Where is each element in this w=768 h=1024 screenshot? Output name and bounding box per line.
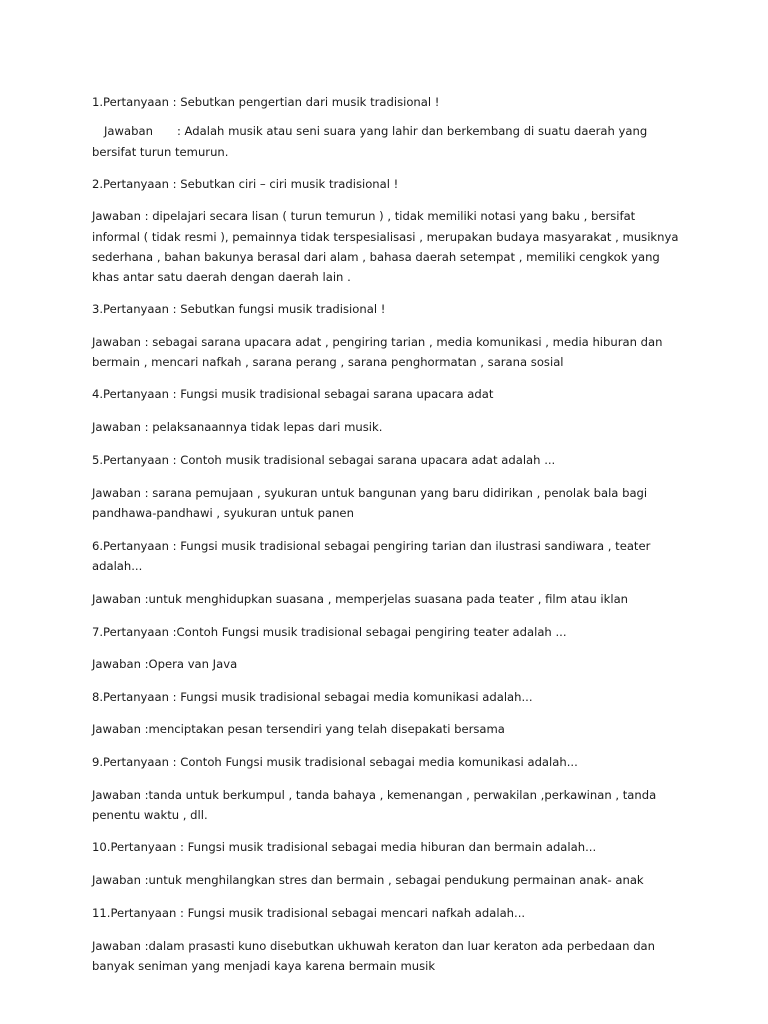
answer-6-line-1: Jawaban :untuk menghidupkan suasana , memperjelas suasana pada teater , film atau iklan xyxy=(92,592,629,606)
question-1: 1.Pertanyaan : Sebutkan pengertian dari musik tradisional ! xyxy=(92,95,440,109)
answer-1-label: Jawaban xyxy=(104,124,153,138)
answer-5-line-2: pandhawa-pandhawi , syukuran untuk panen xyxy=(92,506,354,520)
answer-2-line-2: informal ( tidak resmi ), pemainnya tidak terspesialisasi , merupakan budaya masyarakat , musiknya xyxy=(92,230,679,244)
answer-11-line-2: banyak seniman yang menjadi kaya karena bermain musik xyxy=(92,959,436,973)
answer-3-line-2: bermain , mencari nafkah , sarana perang , sarana penghormatan , sarana sosial xyxy=(92,355,564,369)
answer-1-line-2: bersifat turun temurun. xyxy=(92,145,229,159)
answer-8-line-1: Jawaban :menciptakan pesan tersendiri yang telah disepakati bersama xyxy=(92,722,505,736)
answer-4-line-1: Jawaban : pelaksanaannya tidak lepas dari musik. xyxy=(92,420,383,434)
answer-3-line-1: Jawaban : sebagai sarana upacara adat , pengiring tarian , media komunikasi , media hiburan dan xyxy=(92,335,663,349)
question-4: 4.Pertanyaan : Fungsi musik tradisional sebagai sarana upacara adat xyxy=(92,387,494,401)
answer-5-line-1: Jawaban : sarana pemujaan , syukuran untuk bangunan yang baru didirikan , penolak bala bagi xyxy=(92,486,648,500)
question-2: 2.Pertanyaan : Sebutkan ciri – ciri musik tradisional ! xyxy=(92,177,399,191)
question-6-line-1: 6.Pertanyaan : Fungsi musik tradisional sebagai pengiring tarian dan ilustrasi sandiwara , teater xyxy=(92,539,651,553)
question-3: 3.Pertanyaan : Sebutkan fungsi musik tradisional ! xyxy=(92,302,386,316)
answer-11-line-1: Jawaban :dalam prasasti kuno disebutkan ukhuwah keraton dan luar keraton ada perbedaan dan xyxy=(92,939,656,953)
answer-10-line-1: Jawaban :untuk menghilangkan stres dan bermain , sebagai pendukung permainan anak- anak xyxy=(92,873,644,887)
question-10: 10.Pertanyaan : Fungsi musik tradisional sebagai media hiburan dan bermain adalah... xyxy=(92,840,597,854)
answer-1-text: : Adalah musik atau seni suara yang lahir dan berkembang di suatu daerah yang xyxy=(176,124,648,138)
answer-7-line-1: Jawaban :Opera van Java xyxy=(92,657,238,671)
answer-9-line-2: penentu waktu , dll. xyxy=(92,808,208,822)
question-8: 8.Pertanyaan : Fungsi musik tradisional sebagai media komunikasi adalah... xyxy=(92,690,533,704)
answer-2-line-1: Jawaban : dipelajari secara lisan ( turun temurun ) , tidak memiliki notasi yang baku , bersifat xyxy=(92,209,636,223)
answer-2-line-4: khas antar satu daerah dengan daerah lain . xyxy=(92,270,351,284)
question-5: 5.Pertanyaan : Contoh musik tradisional sebagai sarana upacara adat adalah ... xyxy=(92,453,556,467)
question-9: 9.Pertanyaan : Contoh Fungsi musik tradisional sebagai media komunikasi adalah... xyxy=(92,755,578,769)
answer-9-line-1: Jawaban :tanda untuk berkumpul , tanda bahaya , kemenangan , perwakilan ,perkawinan , tanda xyxy=(92,788,657,802)
answer-1-line-1 xyxy=(104,121,704,142)
question-11: 11.Pertanyaan : Fungsi musik tradisional sebagai mencari nafkah adalah... xyxy=(92,906,526,920)
question-7: 7.Pertanyaan :Contoh Fungsi musik tradisional sebagai pengiring teater adalah ... xyxy=(92,625,567,639)
answer-2-line-3: sederhana , bahan bakunya berasal dari alam , bahasa daerah setempat , memiliki cengkok yang xyxy=(92,250,660,264)
question-6-line-2: adalah... xyxy=(92,559,143,573)
